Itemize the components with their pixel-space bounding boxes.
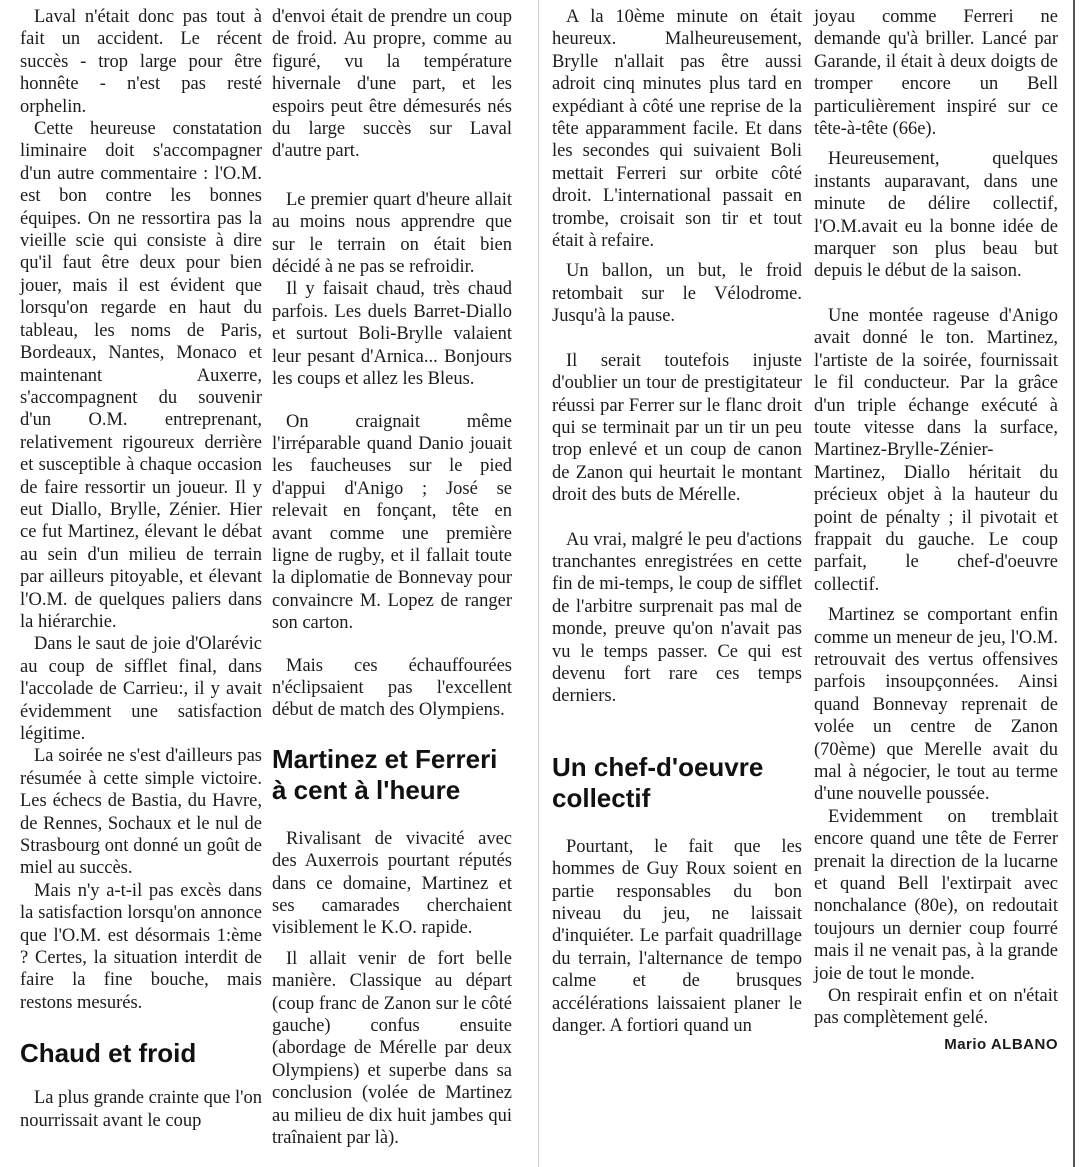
paragraph: Evidemment on tremblait encore quand une tête de Ferrer prenait la direction de la lucarne et quand Bell l'extirpait avec nonchalance (80e), on redoutait toujours un dernier coup fourré mais il ne venait pas, à la grande joie de tout le monde.: [814, 806, 1058, 984]
paragraph: Pourtant, le fait que les hommes de Guy Roux soient en partie responsables du bon niveau du jeu, ne laissait d'inquiéter. Le parfait quadrillage du terrain, l'alternance de tempo calme et de brusques accélérations laissaient planer le danger. A fortiori quand un: [552, 836, 802, 1037]
paragraph: Il serait toutefois injuste d'oublier un tour de prestigitateur réussi par Ferrer sur le flanc droit qui se terminait par un tir un peu trop enlevé et un coup de canon de Zanon qui heurtait le montant droit des buts de Mérelle.: [552, 350, 802, 506]
paragraph: Martinez se comportant enfin comme un meneur de jeu, l'O.M. retrouvait des vertus offensives parfois insoupçonnées. Ainsi quand Bonnevay reprenait de volée un centre de Zanon (70ème) que Merelle avait du mal à négocier, le tout au terme d'une nouvelle poussée.: [814, 605, 1058, 805]
paragraph: Cette heureuse constatation liminaire doit s'accompagner d'un autre commentaire : l'O.M. est bon contre les bonnes équipes. On ne ressortira pas la vieille scie qui consiste à dire qu'il faut être deux pour bien jouer, mais il est évident que lorsqu'on regarde en haut du tableau, les noms de Paris, Bordeaux, Nantes, Monaco et maintenant Auxerre, s'accompagnent du souvenir d'un O.M. entreprenant, relativement rigoureux derrière et susceptible à chaque occasion de faire ressortir un joueur. Il y eut Diallo, Brylle, Zénier. Hier ce fut Martinez, élevant le débat au sein d'un milieu de terrain par ailleurs pitoyable, et élevant l'O.M. de quelques paliers dans la hiérarchie.: [20, 119, 262, 632]
paragraph: Il y faisait chaud, très chaud parfois. Les duels Barret-Diallo et surtout Boli-Brylle valaient leur pesant d'Arnica... Bonjours les coups et allez les Bleus.: [272, 279, 512, 390]
paragraph: Un ballon, un but, le froid retombait sur le Vélodrome. Jusqu'à la pause.: [552, 261, 802, 327]
author-signature: Mario ALBANO: [944, 1035, 1058, 1053]
paragraph: A la 10ème minute on était heureux. Malheureusement, Brylle n'allait pas être aussi adroit cinq minutes plus tard en expédiant à côté une reprise de la tête apparamment facile. Et dans les secondes qui suivaient Boli mettait Ferreri sur orbite côté droit. L'international passait en trombe, croisait son tir et tout était à refaire.: [552, 7, 802, 252]
subheading-chaud-et-froid: Chaud et froid: [20, 1038, 197, 1069]
paragraph: Une montée rageuse d'Anigo avait donné le ton. Martinez, l'artiste de la soirée, fournissait le fil conducteur. Par la grâce d'un triple échange exécuté à toute vitesse dans la surface, Martinez-Brylle-Zénier-Martinez, Diallo héritait du précieux objet à la hauteur du point de pénalty ; il pivotait et frappait du gauche. Le coup parfait, le chef-d'oeuvre collectif.: [814, 305, 1058, 595]
paragraph: Il allait venir de fort belle manière. Classique au départ (coup franc de Zanon sur le côté gauche) confus ensuite (abordage de Mérelle par deux Olympiens) et superbe dans sa conclusion (volée de Martinez au milieu de dix huit jambes qui traînaient par là).: [272, 948, 512, 1149]
paragraph: joyau comme Ferreri ne demande qu'à briller. Lancé par Garande, il était à deux doigts de tromper encore un Bell particulièrement inspiré sur ce tête-à-tête (66e).: [814, 7, 1059, 140]
paragraph: On craignait même l'irréparable quand Danio jouait les faucheuses sur le pied d'appui d'Anigo ; José se relevait en fonçant, tête en avant comme une première ligne de rugby, et il fallait toute la diplomatie de Bonnevay pour convaincre M. Lopez de ranger son carton.: [272, 411, 512, 634]
paragraph: La plus grande crainte que l'on nourrissait avant le coup: [20, 1088, 262, 1131]
article-column-3: [552, 6, 802, 1037]
paragraph: Dans le saut de joie d'Olarévic au coup de sifflet final, dans l'accolade de Carrieu:, il y avait évidemment une satisfaction légitime.: [20, 634, 262, 744]
paragraph: Heureusement, quelques instants auparavant, dans une minute de délire collectif, l'O.M.avait eu la bonne idée de marquer son plus beau but depuis le début de la saison.: [814, 149, 1058, 282]
paragraph: Rivalisant de vivacité avec des Auxerrois pourtant réputés dans ce domaine, Martinez et ses camarades cherchaient visiblement le K.O. rapide.: [272, 828, 512, 939]
column-gap-rule: [538, 0, 539, 1167]
paragraph: On respirait enfin et on n'était pas complètement gelé.: [814, 986, 1058, 1029]
paragraph: Mais n'y a-t-il pas excès dans la satisfaction lorsqu'on annonce que l'O.M. est désormais 1:ème ? Certes, la situation interdit de faire la fine bouche, mais restons mesurés.: [20, 880, 262, 1013]
article-column-1: [20, 6, 262, 1132]
subheading-chef-d-oeuvre-collectif: Un chef-d'oeuvre collectif: [552, 751, 764, 813]
paragraph: Le premier quart d'heure allait au moins nous apprendre que sur le terrain on était bien décidé à ne pas se refroidir.: [272, 189, 512, 278]
right-edge-rule: [1073, 0, 1075, 1167]
paragraph: La soirée ne s'est d'ailleurs pas résumée à cette simple victoire. Les échecs de Bastia, du Havre, de Rennes, Sochaux et le nul de Strasbourg ont donné un goût de miel au succès.: [20, 746, 262, 879]
article-column-2: [272, 6, 512, 1149]
article-column-4: [814, 6, 1058, 1056]
paragraph: Mais ces échauffourées n'éclipsaient pas l'excellent début de match des Olympiens.: [272, 655, 512, 721]
paragraph: d'envoi était de prendre un coup de froid. Au propre, comme au figuré, vu la température hivernale d'une part, et les espoirs peut être démesurés nés du large succès sur Laval d'autre part.: [272, 7, 512, 162]
paragraph: Au vrai, malgré le peu d'actions tranchantes enregistrées en cette fin de mi-temps, le coup de sifflet de l'arbitre surprenait pas mal de monde, preuve qu'on n'avait pas vu le temps passer. Ce qui est devenu fort rare ces temps derniers.: [552, 529, 802, 707]
paragraph: Laval n'était donc pas tout à fait un accident. Le récent succès - trop large pour être honnête - n'est pas resté orphelin.: [20, 7, 262, 117]
subheading-martinez-et-ferreri: Martinez et Ferreri à cent à l'heure: [272, 743, 498, 805]
